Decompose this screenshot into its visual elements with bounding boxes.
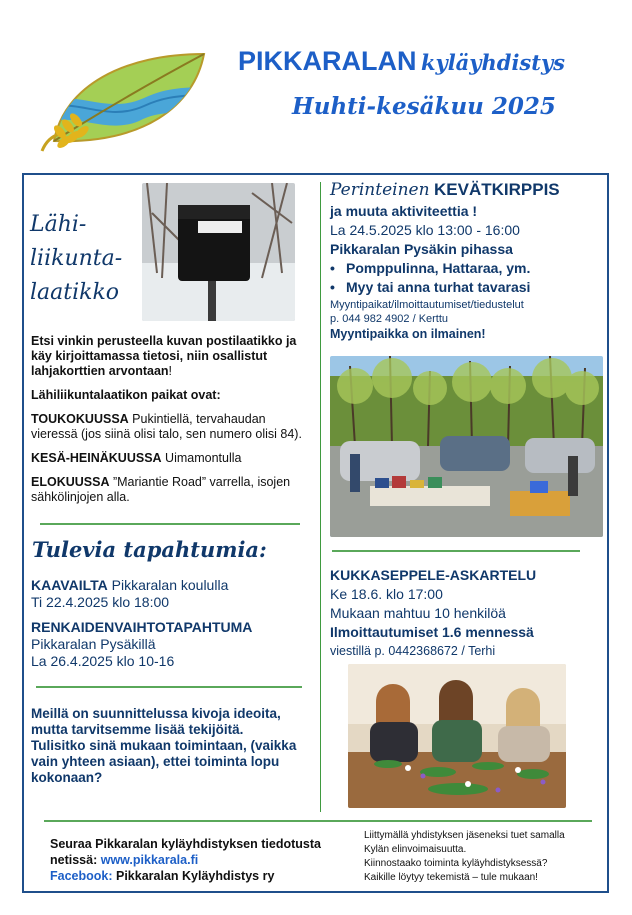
leaf-wave-logo-icon <box>34 46 210 156</box>
lahi-aug-text: ”Mariantie Road” varrella, isojen sähkölinjojen alla. <box>31 475 291 504</box>
lahi-june-text: Uimamontulla <box>161 451 242 465</box>
divider-left-2 <box>36 686 302 688</box>
wreath-title: KUKKASEPPELE-ASKARTELU <box>330 567 537 583</box>
org-title <box>238 46 565 77</box>
footer-join-line4: Kaikille löytyy tekemistä – tule mukaan! <box>364 872 538 883</box>
recruit-line2: Tulisitko sinä mukaan toimintaan, (vaikka vain yhteen asiaan), ettei toiminta lopu kokonaan? <box>31 738 297 785</box>
event2-name: RENKAIDENVAIHTOTAPAHTUMA <box>31 619 253 635</box>
kirppis-bullet2-text: Myy tai anna turhat tavarasi <box>346 279 531 295</box>
footer-join-line2: Kylän elinvoimaisuutta. <box>364 844 467 855</box>
wreath-capacity: Mukaan mahtuu 10 henkilöä <box>330 605 506 621</box>
kirppis-bullet2 <box>330 278 610 297</box>
event2-time: La 26.4.2025 klo 10-16 <box>31 653 175 669</box>
kirppis-place: Pikkaralan Pysäkin pihassa <box>330 241 513 257</box>
footer-join-line3: Kiinnostaako toiminta kyläyhdistyksessä? <box>364 858 548 869</box>
kirppis-title <box>330 180 560 200</box>
recruit-line1: Meillä on suunnittelussa kivoja ideoita, mutta tarvitsemme lisää tekijöitä. <box>31 706 281 737</box>
kirppis-details <box>330 202 610 343</box>
divider-right-1 <box>332 550 580 552</box>
lahi-aug-label: ELOKUUSSA <box>31 475 110 489</box>
footer-follow <box>50 836 360 884</box>
kirppis-free-note: Myyntipaikka on ilmainen! <box>330 327 486 341</box>
wreath-details <box>330 566 610 661</box>
recruit-text <box>31 706 306 786</box>
divider-bottom <box>44 820 592 822</box>
facebook-label: Facebook: <box>50 869 113 883</box>
lahi-may-text: Pukintiellä, tervahaudan vieressä (jos siinä olisi talo, sen numero olisi 84). <box>31 412 302 441</box>
bullet-dot-icon: • <box>330 260 335 276</box>
flea-market-photo <box>330 356 603 537</box>
kirppis-contact-line1: Myyntipaikat/ilmoittautumiset/tiedustelut <box>330 299 524 311</box>
lahi-may-label: TOUKOKUUSSA <box>31 412 129 426</box>
lahi-title-line2: liikunta- <box>30 246 123 271</box>
wreath-registration: Ilmoittautumiset 1.6 mennessä <box>330 624 534 640</box>
footer-follow-prefix: netissä: <box>50 853 101 867</box>
facebook-link[interactable]: Pikkaralan Kyläyhdistys ry <box>112 869 275 883</box>
event1-time: Ti 22.4.2025 klo 18:00 <box>31 594 170 610</box>
lahi-june-label: KESÄ-HEINÄKUUSSA <box>31 451 162 465</box>
divider-left-1 <box>40 523 300 525</box>
org-name: PIKKARALAN <box>238 46 417 76</box>
event1-place: Pikkaralan koululla <box>107 577 229 593</box>
wreath-contact: viestillä p. 0442368672 / Terhi <box>330 644 496 658</box>
kirppis-bullet1-text: Pomppulinna, Hattaraa, ym. <box>346 260 531 276</box>
kirppis-title-caps: KEVÄTKIRPPIS <box>434 180 560 199</box>
event2-place: Pikkaralan Pysäkillä <box>31 636 156 652</box>
mailbox-photo <box>142 183 295 321</box>
lahi-intro-end: ! <box>168 364 173 378</box>
lahi-text <box>31 334 313 505</box>
event1-name: KAAVAILTA <box>31 577 108 593</box>
footer-join-line1: Liittymällä yhdistyksen jäseneksi tuet samalla <box>364 830 565 841</box>
kirppis-bullet1 <box>330 259 610 278</box>
kirppis-subtitle: ja muuta aktiviteettia ! <box>330 203 478 219</box>
footer-follow-line1: Seuraa Pikkaralan kyläyhdistyksen tiedotusta <box>50 837 321 851</box>
period-title: Huhti-kesäkuu 2025 <box>292 93 556 120</box>
upcoming-title: Tulevia tapahtumia: <box>32 537 267 562</box>
kirppis-datetime: La 24.5.2025 klo 13:00 - 16:00 <box>330 222 520 238</box>
bullet-dot-icon: • <box>330 279 335 295</box>
lahi-title-line3: laatikko <box>30 280 120 305</box>
column-divider <box>320 182 321 812</box>
upcoming-events <box>31 577 316 670</box>
lahi-title <box>30 208 122 310</box>
kirppis-contact-line2: p. 044 982 4902 / Kerttu <box>330 313 449 325</box>
lahi-places-heading: Lähiliikuntalaatikon paikat ovat: <box>31 388 221 402</box>
lahi-intro: Etsi vinkin perusteella kuvan postilaatikko ja käy kirjoittamassa tietosi, niin osallistut lahjakorttien arvontaan <box>31 334 297 378</box>
lahi-title-line1: Lähi- <box>30 212 87 237</box>
website-link[interactable]: www.pikkarala.fi <box>100 853 199 867</box>
kirppis-title-script: Perinteinen <box>330 180 430 200</box>
footer-join <box>364 829 604 885</box>
wreath-datetime: Ke 18.6. klo 17:00 <box>330 586 443 602</box>
org-suffix: kyläyhdistys <box>420 50 565 75</box>
wreath-craft-photo <box>348 664 566 808</box>
